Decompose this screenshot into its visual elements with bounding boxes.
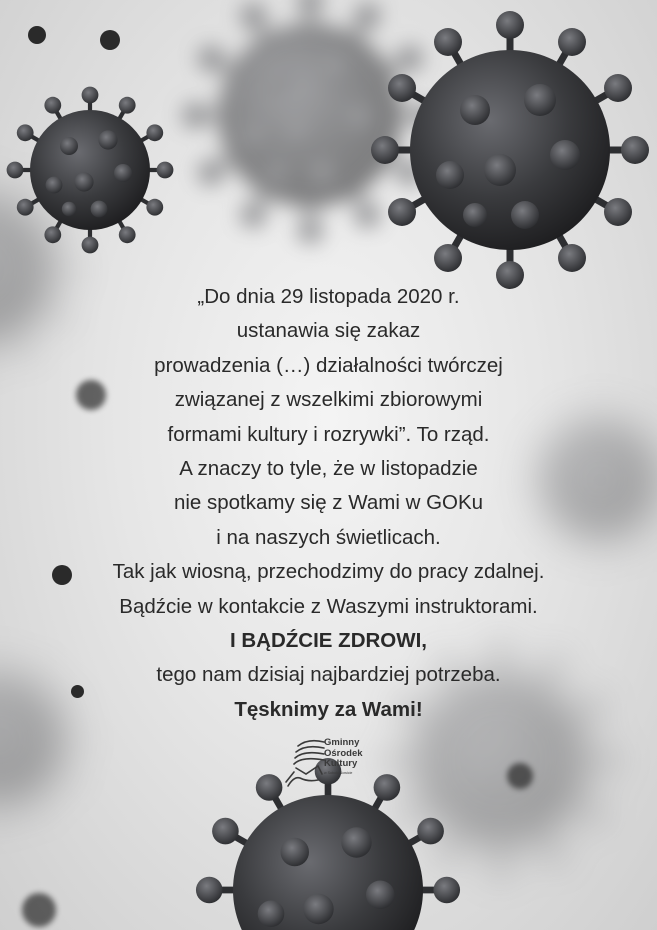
gok-logo — [284, 738, 378, 790]
logo-word: Kultury — [324, 758, 358, 769]
message-line: „Do dnia 29 listopada 2020 r. — [197, 285, 460, 308]
message-line: Tak jak wiosną, przechodzimy do pracy zdalnej. — [112, 560, 545, 584]
message-line: A znaczy to tyle, że w listopadzie — [179, 457, 478, 481]
particle-dot — [28, 26, 46, 44]
logo-text — [324, 738, 384, 776]
logo-word: Gminny — [324, 737, 360, 748]
message-line: i na naszych świetlicach. — [216, 525, 441, 549]
announcement-text — [40, 280, 617, 727]
message-line: ustanawia się zakaz — [236, 319, 421, 343]
message-line: formami kultury i rozrywki”. To rząd. — [167, 422, 490, 446]
particle-dot — [100, 30, 120, 50]
message-line: Bądźcie w kontakcie z Waszymi instruktorami. — [119, 594, 538, 618]
message-line: tego nam dzisiaj najbardziej potrzeba. — [156, 663, 501, 687]
message-line: związanej z wszelkimi zbiorowymi — [174, 388, 483, 412]
particle-dot — [22, 893, 56, 927]
particle-dot — [507, 763, 533, 789]
logo-icon — [284, 738, 326, 790]
message-highlight: I BĄDŹCIE ZDROWI, — [229, 629, 427, 653]
message-line: nie spotkamy się z Wami w GOKu — [173, 491, 484, 515]
message-line: prowadzenia (…) działalności twórczej — [154, 353, 503, 377]
logo-word: Ośrodek — [324, 747, 363, 759]
message-closing: Tęsknimy za Wami! — [234, 697, 423, 721]
logo-subtitle: w Sobolu Nowicie — [324, 770, 353, 775]
